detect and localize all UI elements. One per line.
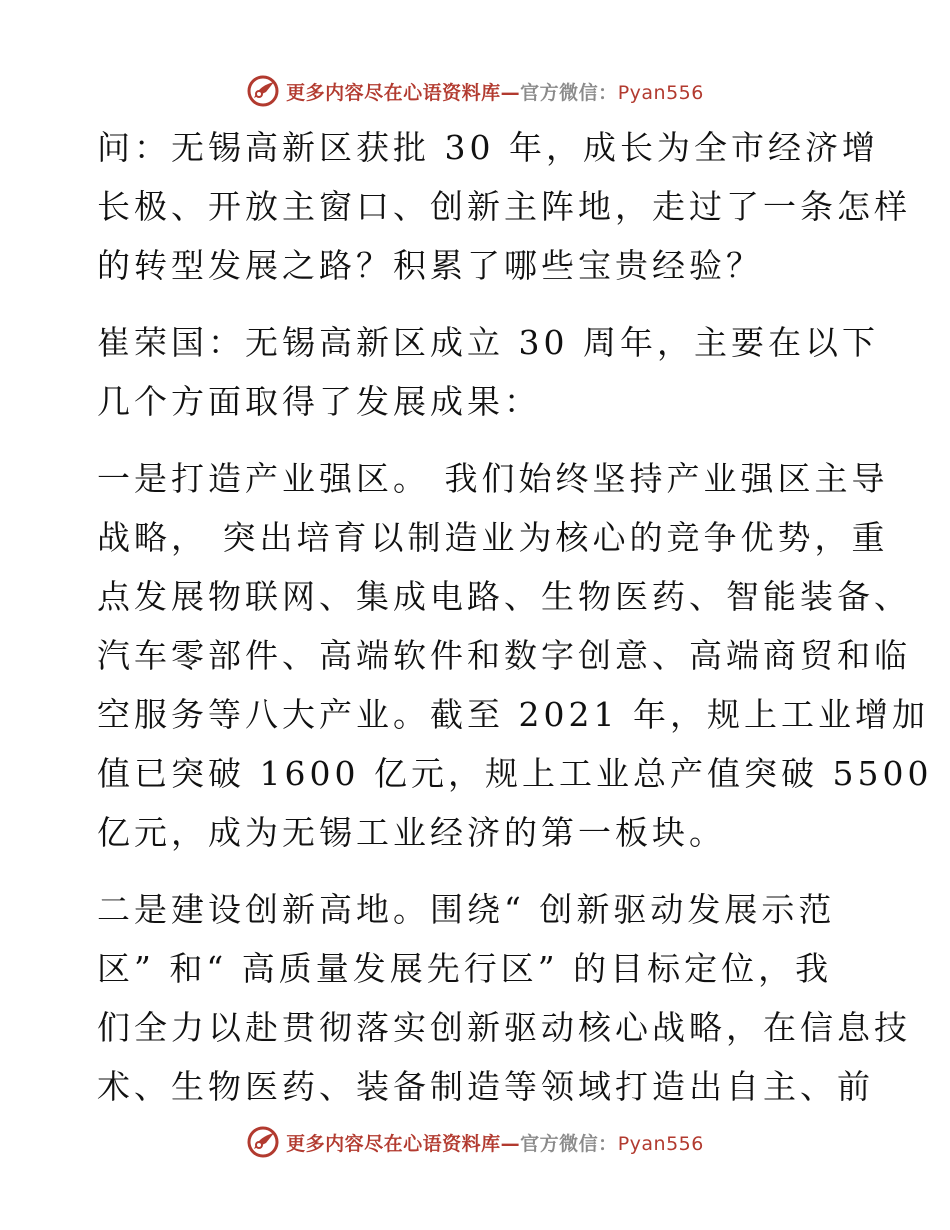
text-line: 一是打造产业强区。 我们始终坚持产业强区主导: [97, 459, 889, 498]
text-line: 长极、开放主窗口、创新主阵地，走过了一条怎样: [97, 187, 911, 226]
text-line: 术、生物医药、装备制造等领域打造出自主、前: [97, 1067, 874, 1106]
text-line: 空服务等八大产业。截至 2021 年，规上工业增加: [97, 695, 929, 734]
watermark-dash: —: [500, 81, 521, 104]
paragraph-question: [97, 118, 911, 295]
brand-logo-icon: [246, 1125, 280, 1159]
text-line: 值已突破 1600 亿元，规上工业总产值突破 5500: [97, 754, 933, 793]
watermark-dash: —: [500, 1132, 521, 1155]
text-line: 的转型发展之路？积累了哪些宝贵经验？: [97, 246, 763, 285]
watermark-red-text: 更多内容尽在心语资料库: [286, 81, 501, 104]
text-line: 们全力以赴贯彻落实创新驱动核心战略，在信息技: [97, 1008, 911, 1047]
document-body: [97, 118, 933, 1116]
paragraph-industry: [97, 449, 933, 862]
watermark-wechat-id: Pyan556: [617, 1132, 704, 1155]
text-line: 问：无锡高新区获批 30 年，成长为全市经济增: [97, 128, 879, 167]
text-line: 二是建设创新高地。围绕“ 创新驱动发展示范: [97, 890, 836, 929]
paragraph-answer-intro: [97, 313, 879, 431]
footer-watermark: [0, 1122, 950, 1162]
text-line: 战略， 突出培育以制造业为核心的竞争优势，重: [97, 518, 889, 557]
text-line: 点发展物联网、集成电路、生物医药、智能装备、: [97, 577, 911, 616]
text-line: 几个方面取得了发展成果：: [97, 382, 541, 421]
brand-logo-icon: [246, 74, 280, 108]
watermark-red-text: 更多内容尽在心语资料库: [286, 1132, 501, 1155]
text-line: 崔荣国：无锡高新区成立 30 周年，主要在以下: [97, 323, 879, 362]
watermark-wechat-id: Pyan556: [617, 81, 704, 104]
text-line: 汽车零部件、高端软件和数字创意、高端商贸和临: [97, 636, 911, 675]
header-watermark: [0, 71, 950, 111]
watermark-grey-text: 官方微信：: [520, 1132, 618, 1155]
paragraph-innovation: [97, 880, 911, 1116]
text-line: 亿元，成为无锡工业经济的第一板块。: [97, 813, 726, 852]
text-line: 区” 和“ 高质量发展先行区” 的目标定位，我: [97, 949, 833, 988]
watermark-grey-text: 官方微信：: [520, 81, 618, 104]
